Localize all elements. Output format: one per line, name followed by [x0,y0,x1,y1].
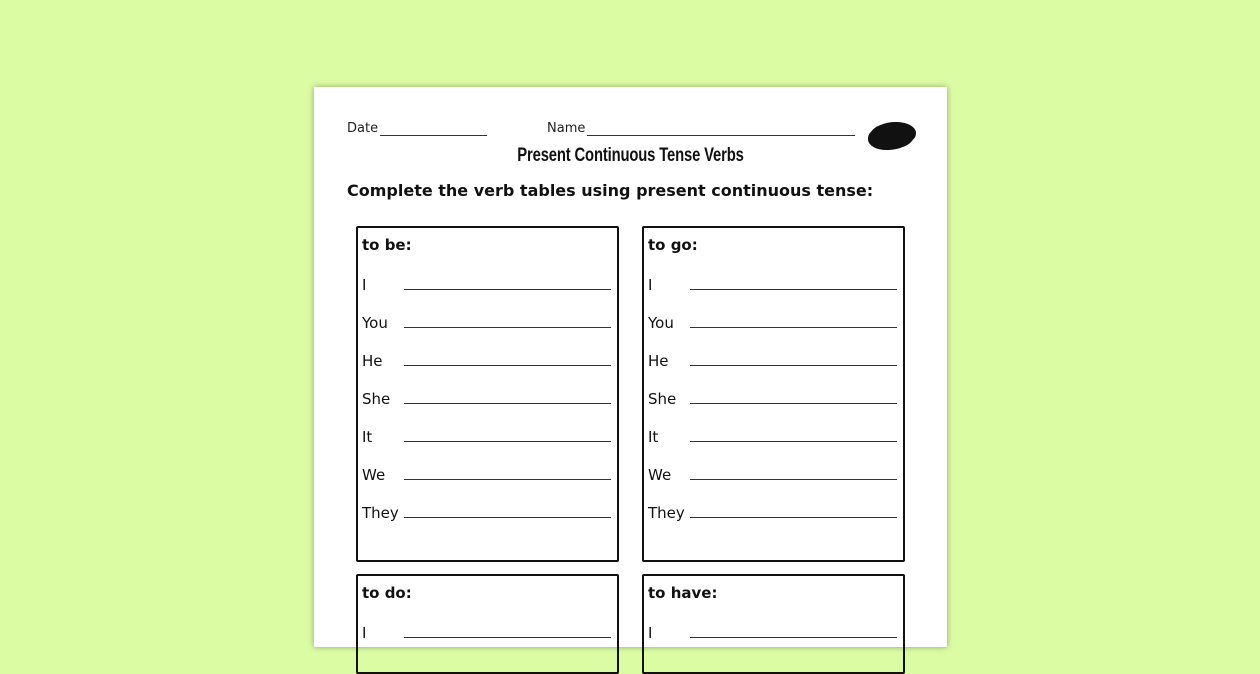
answer-blank [404,289,611,290]
verb-heading: to have: [648,584,718,602]
answer-blank [690,365,897,366]
answer-blank [404,441,611,442]
pronoun-row [648,346,897,370]
pronoun-label: I [362,624,367,642]
worksheet-page [314,87,947,647]
pronoun-label: We [648,466,672,484]
pronoun-label: He [362,352,383,370]
answer-blank [404,365,611,366]
pronoun-label: They [362,504,399,522]
answer-blank [690,441,897,442]
pronoun-label: It [362,428,373,446]
verb-table-to-do [356,574,619,674]
answer-blank [690,637,897,638]
pronoun-row [362,618,611,642]
pronoun-label: We [362,466,386,484]
name-label: Name [547,121,586,136]
answer-blank [404,479,611,480]
date-label: Date [347,121,379,136]
pronoun-label: I [362,276,367,294]
answer-blank [690,289,897,290]
pronoun-row [362,498,611,522]
pronoun-label: She [648,390,677,408]
answer-blank [690,479,897,480]
verb-table-to-be [356,226,619,562]
answer-blank [690,403,897,404]
date-field [347,121,487,136]
name-field [547,121,855,136]
pronoun-row [362,384,611,408]
verb-heading: to be: [362,236,412,254]
pronoun-row [362,346,611,370]
pronoun-row [648,618,897,642]
answer-blank [404,403,611,404]
pronoun-row [648,384,897,408]
pronoun-label: You [362,314,388,332]
pronoun-label: She [362,390,391,408]
pronoun-row [648,422,897,446]
pronoun-row [362,460,611,484]
name-blank [587,123,855,136]
pronoun-label: I [648,624,653,642]
answer-blank [690,517,897,518]
worksheet-instruction: Complete the verb tables using present continuous tense: [347,181,874,200]
pronoun-label: He [648,352,669,370]
date-blank [380,123,487,136]
answer-blank [404,517,611,518]
pronoun-row [362,308,611,332]
pronoun-row [648,460,897,484]
pronoun-row [648,270,897,294]
pronoun-row [362,422,611,446]
answer-blank [404,327,611,328]
worksheet-title: Present Continuous Tense Verbs [517,145,744,166]
verb-heading: to go: [648,236,698,254]
verb-table-to-have [642,574,905,674]
pronoun-row [648,498,897,522]
verb-heading: to do: [362,584,412,602]
pronoun-label: You [648,314,674,332]
pronoun-row [362,270,611,294]
answer-blank [690,327,897,328]
pronoun-row [648,308,897,332]
pronoun-label: It [648,428,659,446]
pronoun-label: I [648,276,653,294]
answer-blank [404,637,611,638]
verb-table-to-go [642,226,905,562]
pronoun-label: They [648,504,685,522]
